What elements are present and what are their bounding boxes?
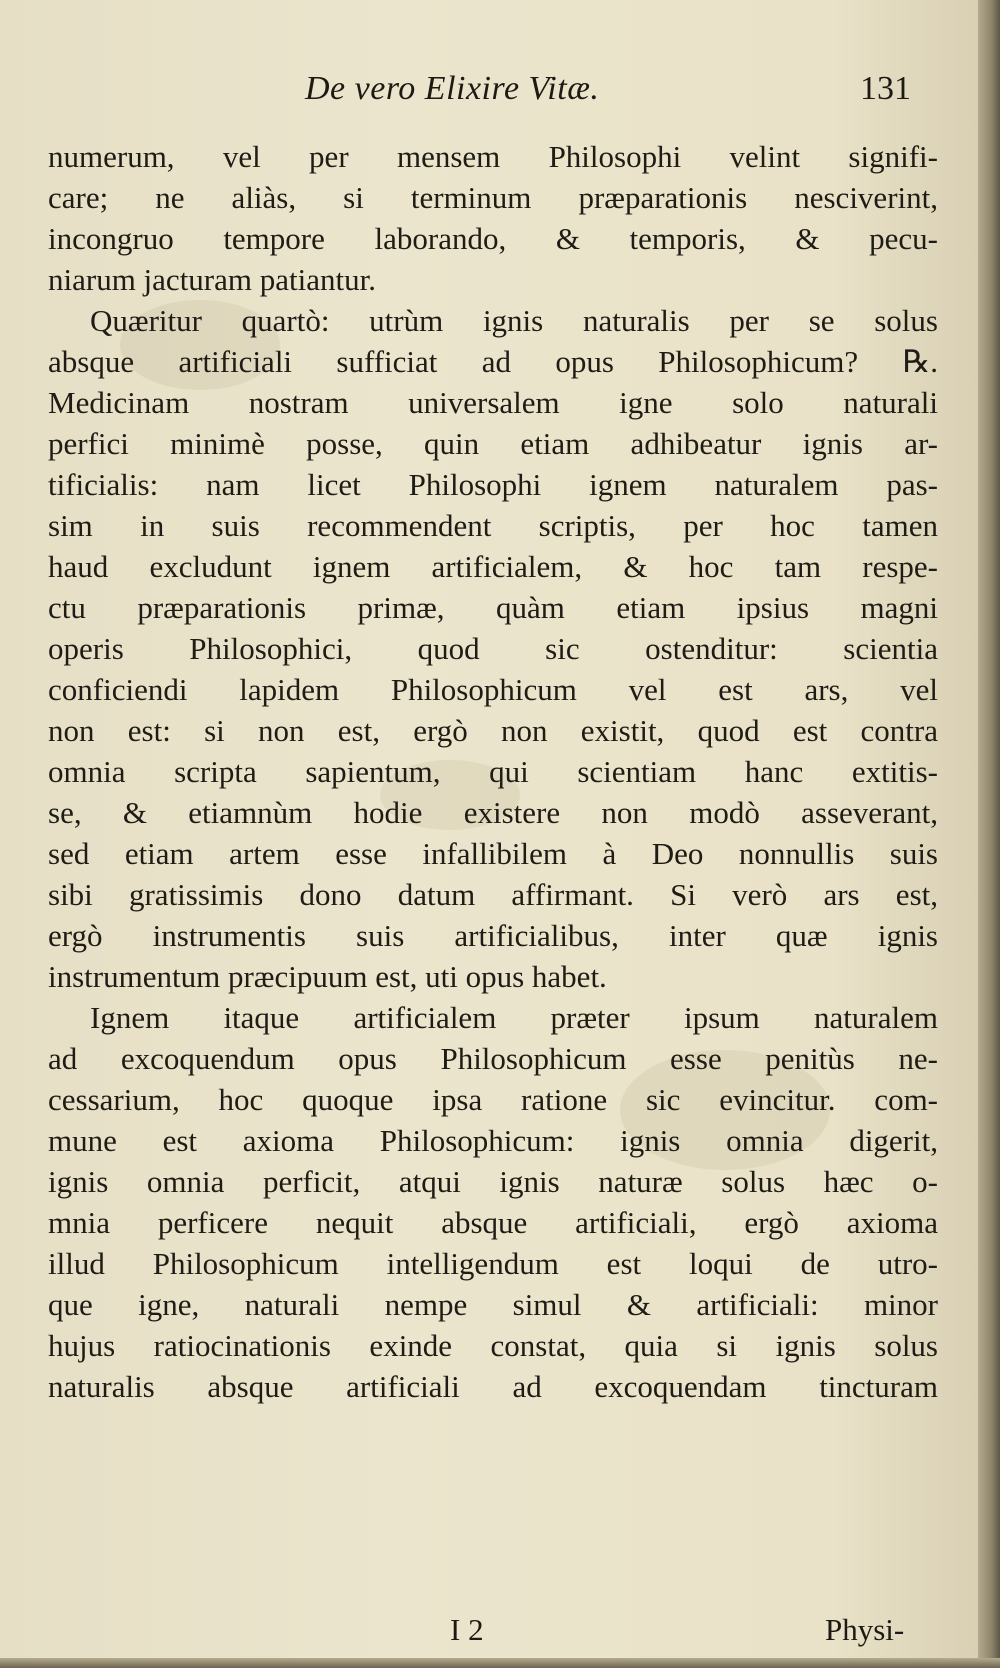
- text-line: mnia perficere nequit absque artificiali, ergò axioma: [48, 1205, 938, 1240]
- text-line: non est: si non est, ergò non existit, quod est contra: [48, 713, 938, 748]
- text-line: tificialis: nam licet Philosophi ignem naturalem pas-: [48, 467, 938, 502]
- text-line: Quæritur quartò: utrùm ignis naturalis per se solus: [90, 303, 938, 338]
- text-line: Ignem itaque artificialem præter ipsum naturalem: [90, 1000, 938, 1035]
- text-line: naturalis absque artificiali ad excoquendam tincturam: [48, 1369, 938, 1404]
- text-line: omnia scripta sapientum, qui scientiam hanc extitis-: [48, 754, 938, 789]
- text-line: sim in suis recommendent scriptis, per hoc tamen: [48, 508, 938, 543]
- text-line: que igne, naturali nempe simul & artificiali: minor: [48, 1287, 938, 1322]
- page-number: 131: [860, 70, 911, 107]
- text-line: niarum jacturam patiantur.: [48, 262, 376, 297]
- text-line: sed etiam artem esse infallibilem à Deo nonnullis suis: [48, 836, 938, 871]
- text-line: Medicinam nostram universalem igne solo naturali: [48, 385, 938, 420]
- book-gutter-shadow: [978, 0, 1000, 1668]
- text-line: operis Philosophici, quod sic ostenditur: scientia: [48, 631, 938, 666]
- text-line: numerum, vel per mensem Philosophi velint signifi-: [48, 139, 938, 174]
- text-line: cessarium, hoc quoque ipsa ratione sic evincitur. com-: [48, 1082, 938, 1117]
- text-line: hujus ratiocinationis exinde constat, quia si ignis solus: [48, 1328, 938, 1363]
- text-line: absque artificiali sufficiat ad opus Philosophicum? ℞.: [48, 344, 938, 379]
- body-text: [48, 136, 938, 1407]
- running-title: De vero Elixire Vitæ.: [305, 70, 600, 107]
- text-line: care; ne aliàs, si terminum præparationis nesciverint,: [48, 180, 938, 215]
- text-line: se, & etiamnùm hodie existere non modò asseverant,: [48, 795, 938, 830]
- signature-mark: I 2: [450, 1612, 484, 1647]
- text-line: ignis omnia perficit, atqui ignis naturæ solus hæc o-: [48, 1164, 938, 1199]
- text-line: incongruo tempore laborando, & temporis, & pecu-: [48, 221, 938, 256]
- text-line: instrumentum præcipuum est, uti opus habet.: [48, 959, 607, 994]
- page-bottom-edge: [0, 1658, 1000, 1668]
- text-line: ergò instrumentis suis artificialibus, inter quæ ignis: [48, 918, 938, 953]
- text-line: illud Philosophicum intelligendum est loqui de utro-: [48, 1246, 938, 1281]
- page-header: [0, 70, 978, 120]
- text-line: perfici minimè posse, quin etiam adhibeatur ignis ar-: [48, 426, 938, 461]
- page-footer: [0, 1612, 978, 1660]
- text-line: conficiendi lapidem Philosophicum vel est ars, vel: [48, 672, 938, 707]
- text-line: ctu præparationis primæ, quàm etiam ipsius magni: [48, 590, 938, 625]
- text-line: mune est axioma Philosophicum: ignis omnia digerit,: [48, 1123, 938, 1158]
- text-line: sibi gratissimis dono datum affirmant. Si verò ars est,: [48, 877, 938, 912]
- text-line: ad excoquendum opus Philosophicum esse penitùs ne-: [48, 1041, 938, 1076]
- text-line: haud excludunt ignem artificialem, & hoc tam respe-: [48, 549, 938, 584]
- catchword: Physi-: [825, 1612, 905, 1647]
